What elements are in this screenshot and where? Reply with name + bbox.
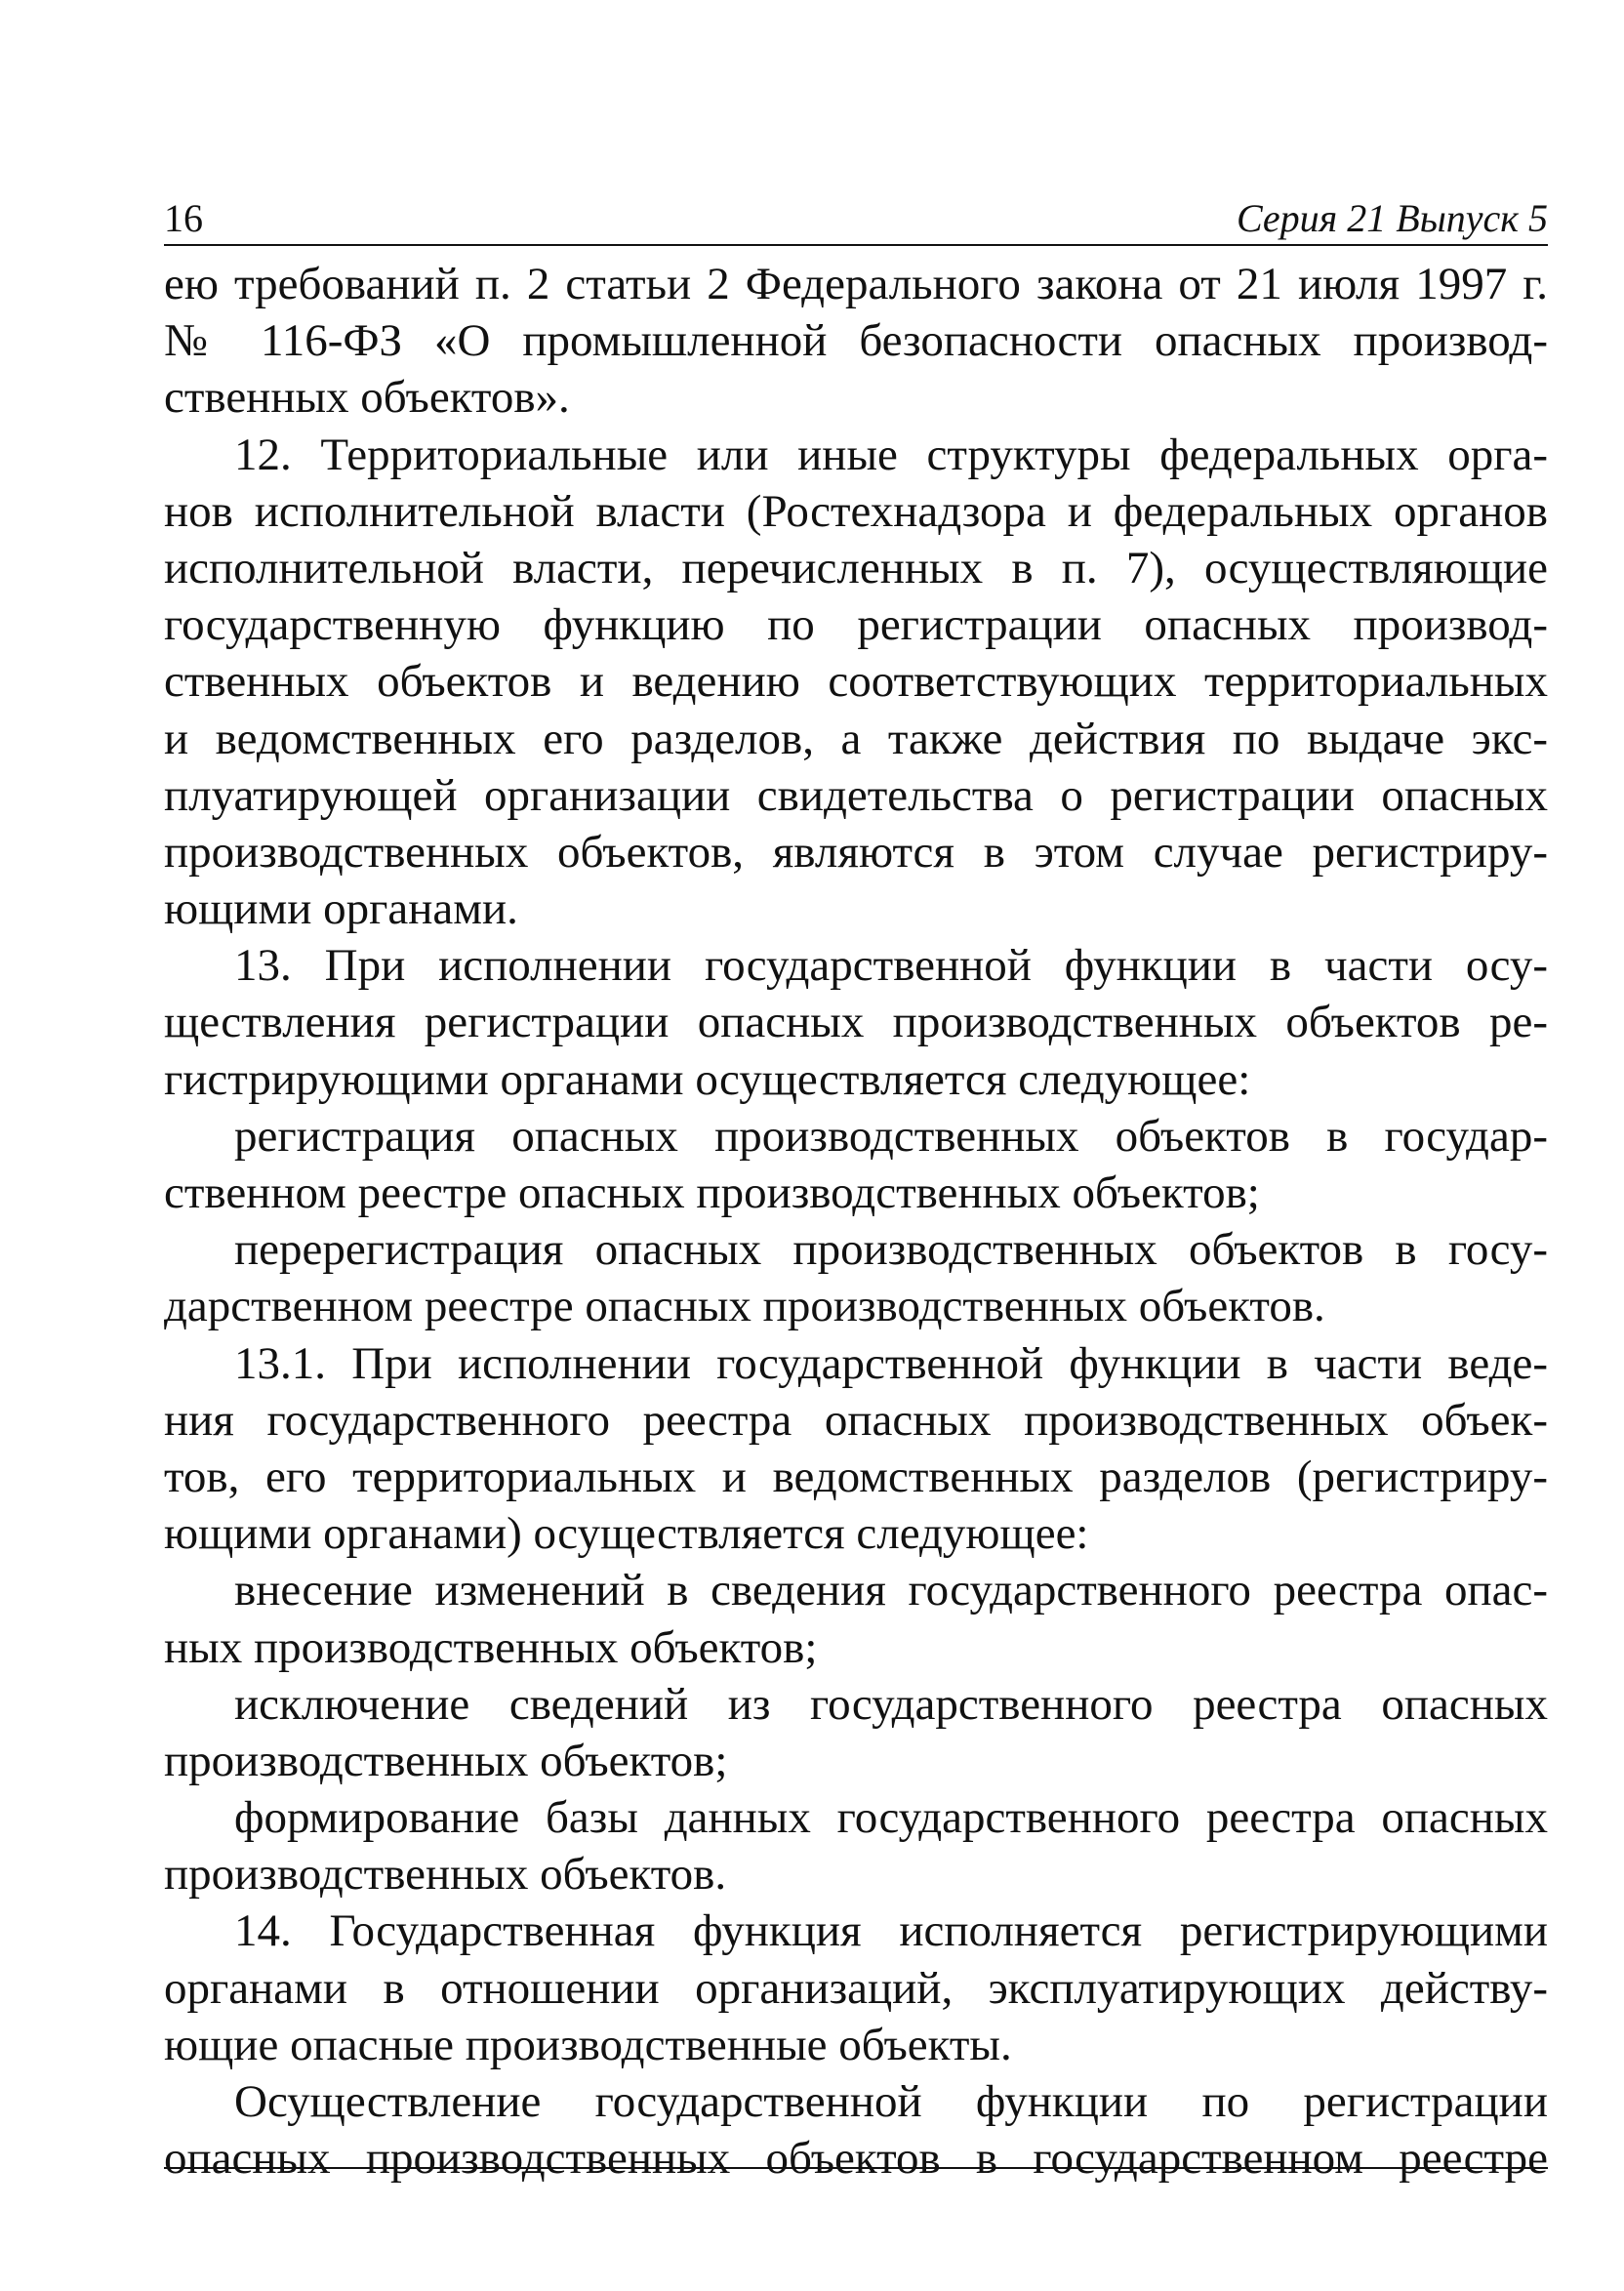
text-line: 13. При исполнении государственной функции в части осу-: [234, 940, 1548, 992]
text-line: ющими органами.: [164, 883, 518, 935]
text-line: органами в отношении организаций, эксплуатирующих действу-: [164, 1962, 1548, 2014]
text-line: дарственном реестре опасных производственных объектов.: [164, 1281, 1325, 1332]
text-line: 14. Государственная функция исполняется регистрирующими: [234, 1905, 1548, 1957]
text-line: исполнительной власти, перечисленных в п. 7), осуществляющие: [164, 542, 1548, 593]
text-line: внесение изменений в сведения государственного реестра опас-: [234, 1565, 1548, 1616]
page-number: 16: [164, 196, 203, 240]
text-line: ственных объектов».: [164, 372, 570, 424]
running-head: [164, 182, 1548, 246]
series-label: Серия 21 Выпуск 5: [1236, 196, 1548, 240]
text-line: государственную функцию по регистрации опасных производ-: [164, 599, 1548, 651]
text-line: Осуществление государственной функции по регистрации: [234, 2076, 1548, 2127]
text-line: тов, его территориальных и ведомственных разделов (регистриру-: [164, 1451, 1548, 1502]
text-line: № 116-ФЗ «О промышленной безопасности опасных производ-: [164, 315, 1548, 367]
text-line: ственном реестре опасных производственных объектов;: [164, 1167, 1260, 1218]
text-line: и ведомственных его разделов, а также действия по выдаче экс-: [164, 713, 1548, 764]
text-line: ных производственных объектов;: [164, 1621, 818, 1673]
text-line: ния государственного реестра опасных производственных объек-: [164, 1394, 1548, 1446]
bottom-rule: [164, 2167, 1548, 2169]
text-line: ющими органами) осуществляется следующее:: [164, 1508, 1089, 1560]
text-line: 12. Территориальные или иные структуры федеральных орга-: [234, 429, 1548, 480]
text-line: регистрация опасных производственных объектов в государ-: [234, 1110, 1548, 1162]
text-line: производственных объектов.: [164, 1849, 727, 1901]
text-line: плуатирующей организации свидетельства о регистрации опасных: [164, 769, 1548, 821]
body-text: [164, 256, 1548, 2187]
text-line: гистрирующими органами осуществляется следующее:: [164, 1053, 1251, 1105]
text-line: ществления регистрации опасных производственных объектов ре-: [164, 997, 1548, 1048]
text-line: производственных объектов, являются в этом случае регистриру-: [164, 826, 1548, 878]
text-line: 13.1. При исполнении государственной функции в части веде-: [234, 1337, 1548, 1389]
text-line: перерегистрация опасных производственных объектов в госу-: [234, 1224, 1548, 1276]
text-line: опасных производственных объектов в государственном реестре: [164, 2133, 1548, 2185]
text-line: исключение сведений из государственного реестра опасных: [234, 1678, 1548, 1730]
text-line: формирование базы данных государственного реестра опасных: [234, 1792, 1548, 1844]
text-line: нов исполнительной власти (Ростехнадзора и федеральных органов: [164, 485, 1548, 537]
text-line: производственных объектов;: [164, 1735, 728, 1786]
text-line: ею требований п. 2 статьи 2 Федерального закона от 21 июля 1997 г.: [164, 259, 1548, 309]
text-line: ственных объектов и ведению соответствующих территориальных: [164, 656, 1548, 708]
text-line: ющие опасные производственные объекты.: [164, 2019, 1012, 2070]
